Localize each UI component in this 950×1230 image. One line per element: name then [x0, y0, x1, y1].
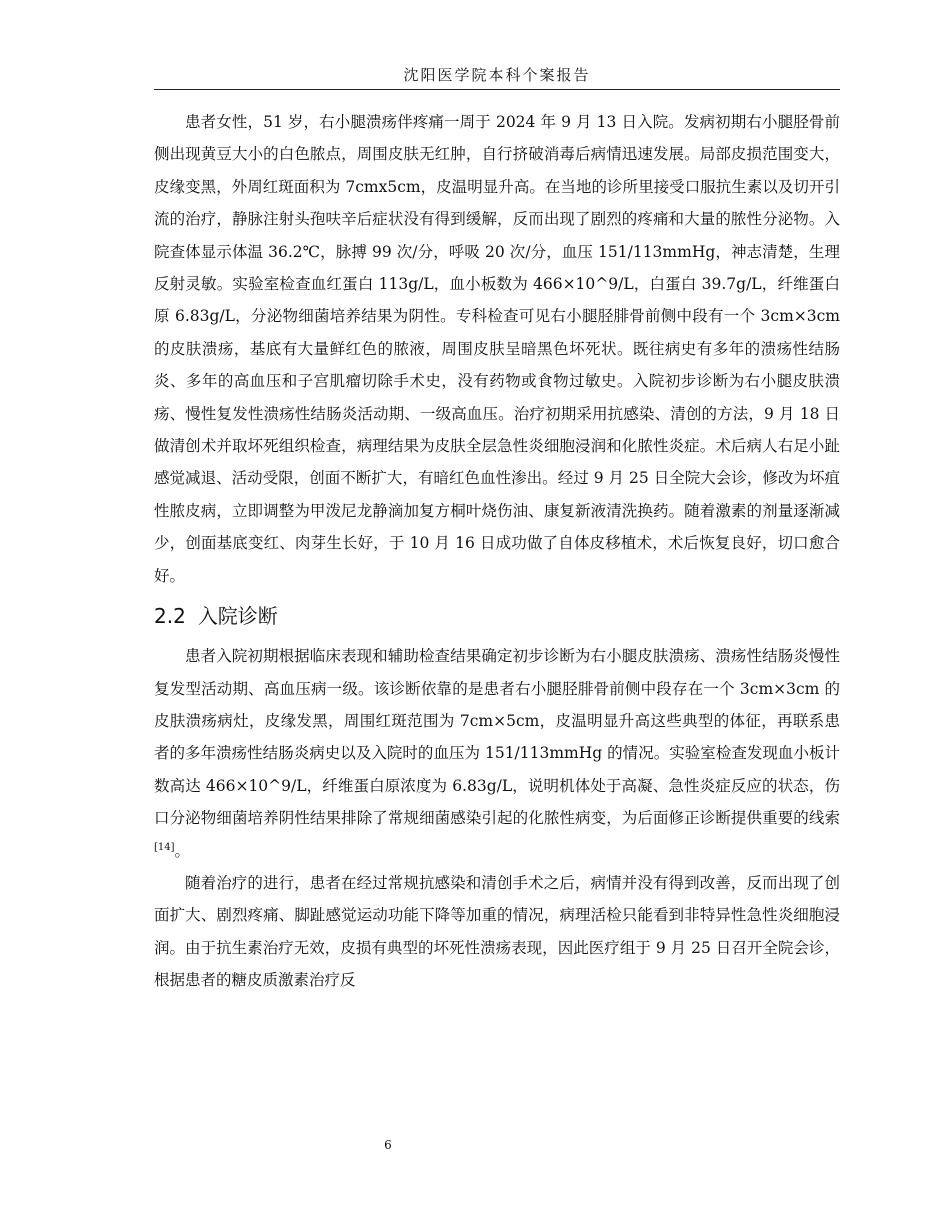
treatment-course-paragraph: 随着治疗的进行，患者在经过常规抗感染和清创手术之后，病情并没有得到改善，反而出现了创面扩大、剧烈疼痛、脚趾感觉运动功能下降等加重的情况，病理活检只能看到非特异性急性炎细胞浸润。由于抗生素治疗无效，皮损有典型的坏死性溃疡表现，因此医疗组于 9 月 25 日召开全院会诊，根据患者的糖皮质激素治疗反	[154, 873, 840, 990]
diagnosis-text-end: 。	[174, 841, 191, 860]
section-heading	[154, 592, 840, 640]
citation-reference: [14]	[154, 841, 175, 853]
section-number: 2.2	[154, 604, 186, 629]
document-body	[154, 106, 840, 997]
header-divider	[154, 89, 840, 90]
page-header: 沈阳医学院本科个案报告	[403, 66, 591, 84]
page-number: 6	[384, 1138, 392, 1152]
section-title: 入院诊断	[197, 604, 278, 629]
case-history-paragraph: 患者女性，51 岁，右小腿溃疡伴疼痛一周于 2024 年 9 月 13 日入院。发病初期右小腿胫骨前侧出现黄豆大小的白色脓点，周围皮肤无红肿，自行挤破消毒后病情迅速发展。局部皮损范围变大，皮缘变黑，外周红斑面积为 7cmx5cm，皮温明显升高。在当地的诊所里接受口服抗生素以及切开引流的治疗，静脉注射头孢呋辛后症状没有得到缓解，反而出现了剧烈的疼痛和大量的脓性分泌物。入院查体显示体温 36.2℃，脉搏 99 次/分，呼吸 20 次/分，血压 151/113mmHg，神志清楚，生理反射灵敏。实验室检查血红蛋白 113g/L，血小板数为 466×10^9/L，白蛋白 39.7g/L，纤维蛋白原 6.83g/L，分泌物细菌培养结果为阴性。专科检查可见右小腿胫腓骨前侧中段有一个 3cm×3cm 的皮肤溃疡，基底有大量鲜红色的脓液，周围皮肤呈暗黑色坏死状。既往病史有多年的溃疡性结肠炎、多年的高血压和子宫肌瘤切除手术史，没有药物或食物过敏史。入院初步诊断为右小腿皮肤溃疡、慢性复发性溃疡性结肠炎活动期、一级高血压。治疗初期采用抗感染、清创的方法，9 月 18 日做清创术并取坏死组织检查，病理结果为皮肤全层急性炎细胞浸润和化脓性炎症。术后病人右足小趾感觉减退、活动受限，创面不断扩大，有暗红色血性渗出。经过 9 月 25 日全院大会诊，修改为坏疽性脓皮病，立即调整为甲泼尼龙静滴加复方桐叶烧伤油、康复新液清洗换药。随着激素的剂量逐渐减少，创面基底变红、肉芽生长好，于 10 月 16 日成功做了自体皮移植术，术后恢复良好，切口愈合好。	[154, 113, 840, 585]
diagnosis-paragraph	[154, 640, 840, 867]
diagnosis-text: 患者入院初期根据临床表现和辅助检查结果确定初步诊断为右小腿皮肤溃疡、溃疡性结肠炎慢性复发型活动期、高血压病一级。该诊断依靠的是患者右小腿胫腓骨前侧中段存在一个 3cm×3cm 的皮肤溃疡病灶，皮缘发黑，周围红斑范围为 7cm×5cm，皮温明显升高这些典型的体征，再联系患者的多年溃疡性结肠炎病史以及入院时的血压为 151/113mmHg 的情况。实验室检查发现血小板计数高达 466×10^9/L，纤维蛋白原浓度为 6.83g/L，说明机体处于高凝、急性炎症反应的状态，伤口分泌物细菌培养阴性结果排除了常规细菌感染引起的化脓性病变，为后面修正诊断提供重要的线索	[154, 647, 840, 828]
